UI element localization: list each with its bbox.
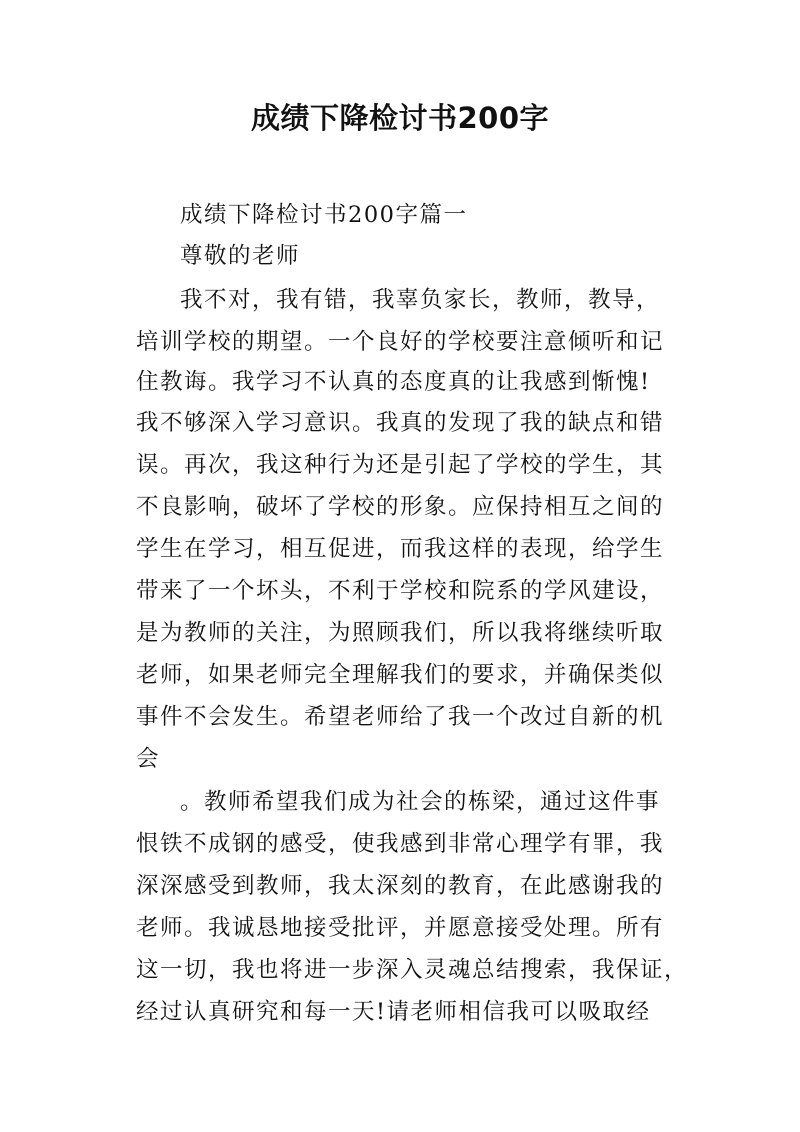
paragraph-line: 是为教师的关注，为照顾我们，所以我将继续听取 <box>136 620 665 646</box>
paragraph-line: 老师，如果老师完全理解我们的要求，并确保类似 <box>136 662 665 688</box>
salutation: 尊敬的老师 <box>180 243 301 269</box>
paragraph-line: 误。再次，我这种行为还是引起了学校的学生，其 <box>136 452 665 478</box>
paragraph-line: 恨铁不成钢的感受，使我感到非常心理学有罪，我 <box>136 831 665 857</box>
section-heading: 成绩下降检讨书200字篇一 <box>180 202 468 228</box>
paragraph-line: 我不够深入学习意识。我真的发现了我的缺点和错 <box>136 410 665 436</box>
paragraph-line: 住教诲。我学习不认真的态度真的让我感到惭愧! <box>136 369 651 395</box>
paragraph-line: 深深感受到教师，我太深刻的教育，在此感谢我的 <box>136 873 665 899</box>
paragraph-line: 这一切，我也将进一步深入灵魂总结搜索，我保证， <box>136 957 689 983</box>
paragraph-line: 不良影响，破坏了学校的形象。应保持相互之间的 <box>136 494 665 520</box>
paragraph-line: 老师。我诚恳地接受批评，并愿意接受处理。所有 <box>136 915 665 941</box>
paragraph-line: 会 <box>136 746 161 772</box>
paragraph-line: 我不对，我有错，我辜负家长，教师，教导， <box>180 287 661 313</box>
paragraph-line: 。教师希望我们成为社会的栋梁，通过这件事 <box>180 789 661 815</box>
paragraph-line: 事件不会发生。希望老师给了我一个改过自新的机 <box>136 704 665 730</box>
paragraph-line: 学生在学习，相互促进，而我这样的表现，给学生 <box>136 536 665 562</box>
paragraph-line: 带来了一个坏头，不利于学校和院系的学风建设， <box>136 578 665 604</box>
paragraph-line: 经过认真研究和每一天!请老师相信我可以吸取经 <box>136 999 651 1025</box>
paragraph-line: 培训学校的期望。一个良好的学校要注意倾听和记 <box>136 329 665 355</box>
document-title: 成绩下降检讨书200字 <box>250 101 550 135</box>
